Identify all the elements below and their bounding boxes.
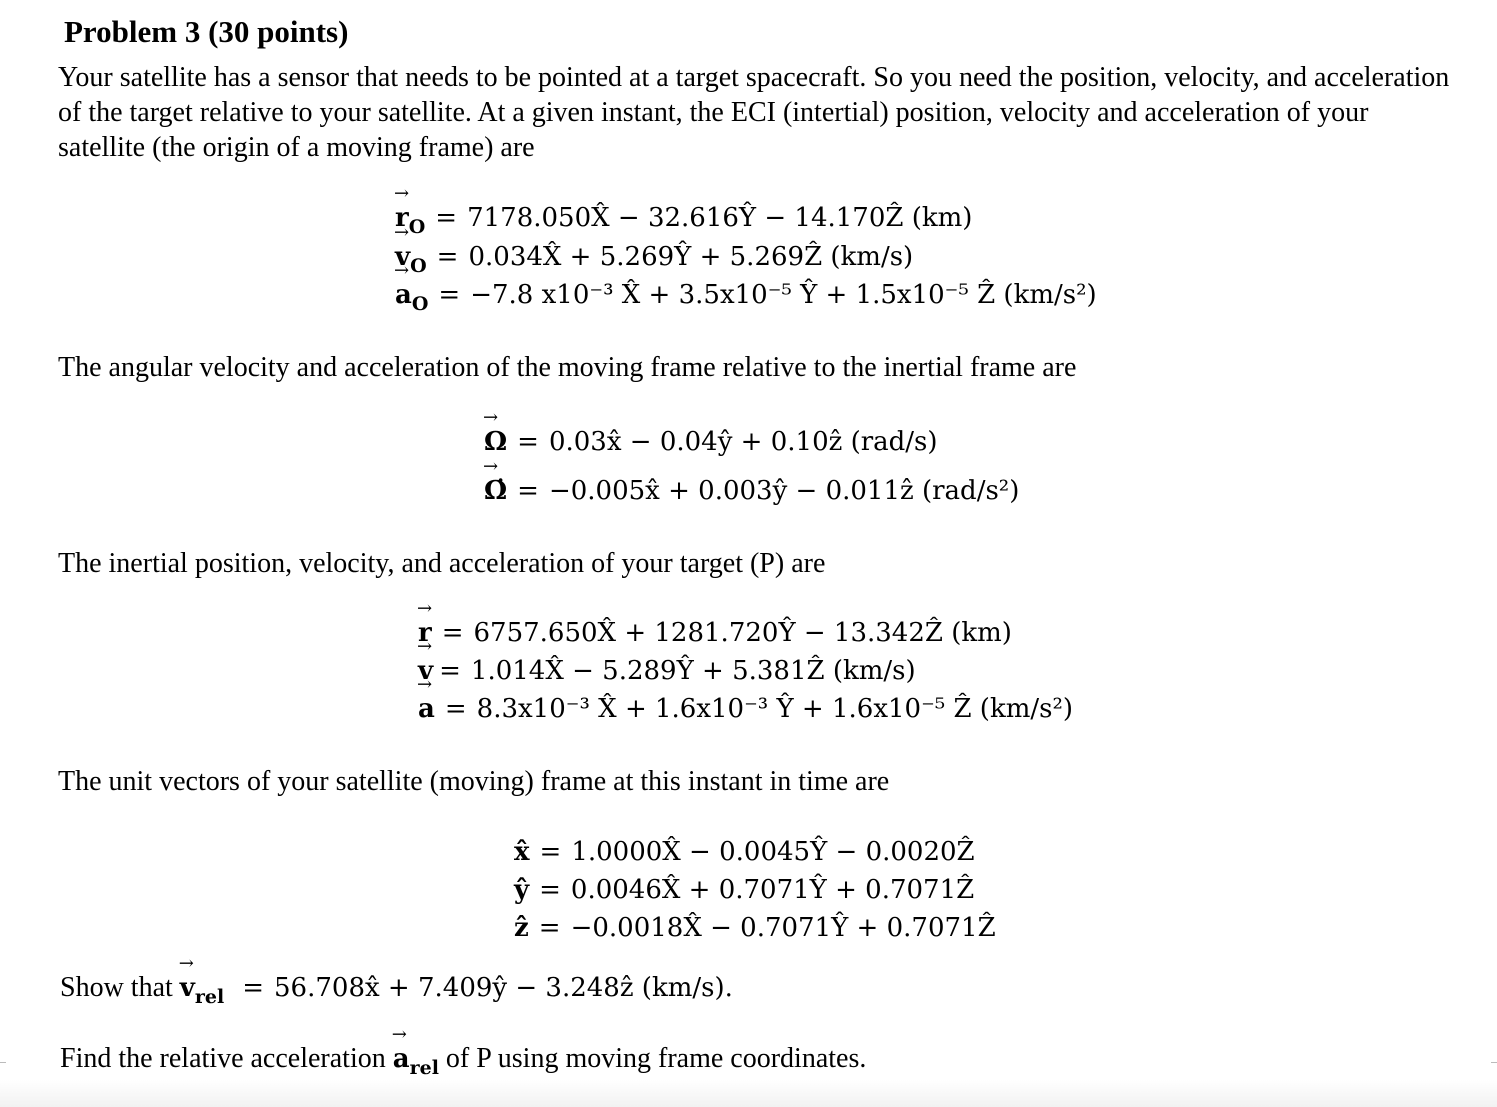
symbol-r: → r [418,618,432,648]
equals-sign: = [441,618,464,648]
equation-y-hat [514,875,974,905]
rhs-r-o: 7178.050X̂ − 32.616Ŷ − 14.170Ẑ (km) [467,203,973,233]
symbol-a: → a [418,694,435,724]
rhs-omega: 0.03x̂ − 0.04ŷ + 0.10ẑ (rad/s) [548,427,938,457]
left-margin-tick [0,1062,6,1063]
equation-v-o [395,242,914,277]
equals-sign: = [538,913,561,943]
symbol-v: → v [395,242,410,272]
subscript-rel: rel [409,1057,439,1079]
rhs-y-hat: 0.0046X̂ + 0.7071Ŷ + 0.7071Ẑ [570,875,975,905]
equals-sign: = [435,203,458,233]
symbol-v-rel: → v [180,973,195,1003]
equals-sign: = [436,242,459,272]
symbol-z-hat: ẑ [514,913,529,943]
show-that-line [60,972,733,1008]
rhs-omega-dot: −0.005x̂ + 0.003ŷ − 0.011ẑ (rad/s²) [548,476,1020,506]
equals-sign: = [444,694,467,724]
equals-sign: = [517,476,539,506]
equation-r-o [395,203,973,238]
show-prefix: Show that [60,972,173,1003]
show-rhs: 56.708x̂ + 7.409ŷ − 3.248ẑ (km/s). [274,973,733,1003]
rhs-r: 6757.650X̂ + 1281.720Ŷ − 13.342Ẑ (km) [473,618,1012,648]
symbol-v: → v [418,656,433,686]
find-prefix: Find the relative acceleration [60,1043,386,1074]
subscript-rel: rel [194,986,225,1008]
angular-intro: The angular velocity and acceleration of the moving frame relative to the inertial frame are [58,352,1077,383]
equation-x-hat [514,837,975,867]
rhs-a-o: −7.8 x10⁻³ X̂ + 3.5x10⁻⁵ Ŷ + 1.5x10⁻⁵ Ẑ (km/s²) [470,280,1097,310]
rhs-v: 1.014X̂ − 5.289Ŷ + 5.381Ẑ (km/s) [470,656,916,686]
rhs-v-o: 0.034X̂ + 5.269Ŷ + 5.269Ẑ (km/s) [468,242,914,272]
symbol-x-hat: x̂ [514,837,530,867]
equation-a-o [395,280,1097,315]
find-line [60,1043,867,1079]
symbol-a: → a [395,280,412,310]
intro-paragraph: Your satellite has a sensor that needs to be pointed at a target spacecraft. So you need the position, velocity, and acceleration of the target relative to your satellite. At a given instant, the ECI (intertial) position, velocity and acceleration of your satellite (the origin of a moving frame) are [58,62,1450,163]
symbol-a-rel: → a [393,1044,410,1074]
equation-omega [484,427,938,457]
symbol-omega-dot: → Ω̇ [484,476,507,506]
subscript-o: O [410,255,427,277]
equation-r [418,618,1012,648]
target-intro: The inertial position, velocity, and acceleration of your target (P) are [58,548,826,579]
equals-sign: = [439,656,461,686]
subscript-o: O [411,293,429,315]
symbol-r: → r [395,203,409,233]
unit-intro: The unit vectors of your satellite (moving) frame at this instant in time are [58,766,890,797]
rhs-z-hat: −0.0018X̂ − 0.7071Ŷ + 0.7071Ẑ [570,913,996,943]
rhs-a: 8.3x10⁻³ X̂ + 1.6x10⁻³ Ŷ + 1.6x10⁻⁵ Ẑ (km/s²) [476,694,1074,724]
equals-sign: = [517,427,539,457]
page-bottom-shadow [0,1080,1497,1107]
subscript-o: O [408,216,426,238]
equation-z-hat [514,913,996,943]
find-suffix: of P using moving frame coordinates. [445,1043,867,1074]
equation-a [418,694,1073,724]
symbol-omega: → Ω [484,427,507,457]
equals-sign: = [438,280,461,310]
rhs-x-hat: 1.0000X̂ − 0.0045Ŷ − 0.0020Ẑ [571,837,975,867]
right-margin-tick [1491,1062,1497,1063]
symbol-y-hat: ŷ [514,875,530,905]
equation-omega-dot [484,476,1019,506]
problem-title: Problem 3 (30 points) [64,14,349,49]
equals-sign: = [242,973,265,1003]
equals-sign: = [539,875,561,905]
equation-v [418,656,916,686]
equals-sign: = [539,837,562,867]
